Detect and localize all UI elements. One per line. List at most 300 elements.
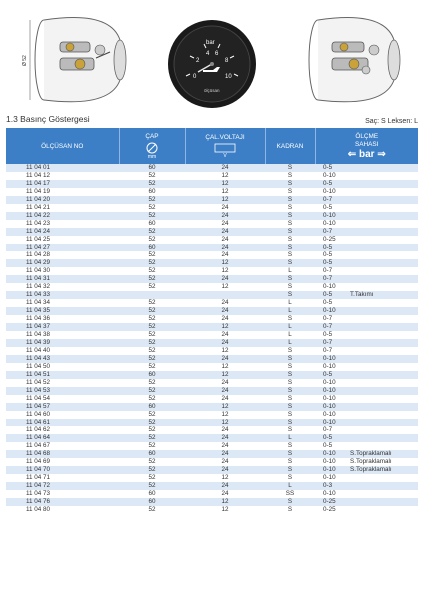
cell-note (348, 474, 418, 482)
cell-cap: 60 (119, 403, 185, 411)
cell-cap: 52 (119, 466, 185, 474)
cell-voltage: 24 (185, 355, 265, 363)
cell-range: 0-10 (315, 283, 348, 291)
cell-range: 0-7 (315, 275, 348, 283)
cell-voltage: 24 (185, 244, 265, 252)
cell-kadran: L (265, 323, 315, 331)
table-row (6, 275, 418, 283)
cell-range: 0-25 (315, 498, 348, 506)
table-row (6, 196, 418, 204)
cell-voltage: 24 (185, 395, 265, 403)
table-row (6, 498, 418, 506)
cell-range: 0-5 (315, 180, 348, 188)
table-row (6, 204, 418, 212)
cell-cap: 52 (119, 387, 185, 395)
cell-voltage: 12 (185, 411, 265, 419)
cell-olcusan-no: 11 04 35 (6, 307, 119, 315)
cell-olcusan-no: 11 04 29 (6, 259, 119, 267)
cell-kadran: S (265, 291, 315, 299)
cell-note (348, 442, 418, 450)
table-row (6, 347, 418, 355)
cell-range: 0-25 (315, 236, 348, 244)
cell-range: 0-10 (315, 458, 348, 466)
cell-range: 0-10 (315, 466, 348, 474)
cell-range: 0-5 (315, 299, 348, 307)
cell-cap: 52 (119, 275, 185, 283)
cell-range: 0-7 (315, 267, 348, 275)
table-row (6, 363, 418, 371)
cell-voltage: 12 (185, 474, 265, 482)
cell-range: 0-10 (315, 403, 348, 411)
cell-olcusan-no: 11 04 61 (6, 419, 119, 427)
cell-cap: 52 (119, 482, 185, 490)
cell-voltage: 12 (185, 403, 265, 411)
cell-voltage: 24 (185, 387, 265, 395)
cell-kadran: S (265, 196, 315, 204)
cell-olcusan-no: 11 04 64 (6, 434, 119, 442)
cell-note (348, 196, 418, 204)
cell-kadran: S (265, 474, 315, 482)
cell-kadran: S (265, 387, 315, 395)
cell-voltage: 12 (185, 498, 265, 506)
cell-kadran: S (265, 403, 315, 411)
gauge-brand-label: ölçüsan (204, 88, 220, 93)
cell-range: 0-7 (315, 228, 348, 236)
cell-olcusan-no: 11 04 27 (6, 244, 119, 252)
cell-note (348, 315, 418, 323)
table-row (6, 411, 418, 419)
cell-range: 0-10 (315, 220, 348, 228)
gauge-scale-4: 4 (206, 51, 210, 57)
cell-range: 0-5 (315, 204, 348, 212)
gauge-unit-label: bar (206, 40, 215, 46)
header-voltage: ÇAL.VOLTAJI V (185, 128, 265, 164)
cell-voltage: 24 (185, 482, 265, 490)
cell-note (348, 411, 418, 419)
cell-voltage: 12 (185, 259, 265, 267)
cell-voltage: 24 (185, 442, 265, 450)
cell-note (348, 395, 418, 403)
cell-note: S.Topraklamalı (348, 466, 418, 474)
table-row (6, 474, 418, 482)
table-row (6, 426, 418, 434)
cell-note (348, 244, 418, 252)
table-row (6, 482, 418, 490)
cell-olcusan-no: 11 04 60 (6, 411, 119, 419)
cell-note (348, 275, 418, 283)
cell-cap: 52 (119, 442, 185, 450)
diameter-icon (146, 142, 158, 154)
cell-olcusan-no: 11 04 22 (6, 212, 119, 220)
cell-kadran: L (265, 331, 315, 339)
cell-olcusan-no: 11 04 70 (6, 466, 119, 474)
cell-cap: 52 (119, 419, 185, 427)
cell-cap: 52 (119, 212, 185, 220)
cell-note (348, 419, 418, 427)
dial-material-legend: Saç: S Leksen: L (365, 118, 418, 125)
cell-cap: 52 (119, 347, 185, 355)
cell-kadran: S (265, 411, 315, 419)
cell-note (348, 180, 418, 188)
cell-cap: 52 (119, 283, 185, 291)
cell-range: 0-5 (315, 331, 348, 339)
cell-voltage: 12 (185, 371, 265, 379)
cell-olcusan-no: 11 04 71 (6, 474, 119, 482)
battery-icon (214, 143, 236, 153)
cell-range: 0-10 (315, 490, 348, 498)
cell-kadran: S (265, 466, 315, 474)
cell-olcusan-no: 11 04 20 (6, 196, 119, 204)
table-row (6, 331, 418, 339)
cell-olcusan-no: 11 04 01 (6, 164, 119, 172)
cell-olcusan-no: 11 04 28 (6, 251, 119, 259)
cell-cap: 52 (119, 331, 185, 339)
cell-kadran: S (265, 450, 315, 458)
cell-voltage: 12 (185, 323, 265, 331)
cell-note (348, 172, 418, 180)
cell-kadran: S (265, 355, 315, 363)
cell-note: S.Topraklamalı (348, 450, 418, 458)
cell-olcusan-no: 11 04 69 (6, 458, 119, 466)
cell-range: 0-5 (315, 251, 348, 259)
cell-kadran: S (265, 283, 315, 291)
cell-range: 0-10 (315, 172, 348, 180)
cell-olcusan-no: 11 04 51 (6, 371, 119, 379)
cell-cap: 52 (119, 299, 185, 307)
table-row (6, 355, 418, 363)
cell-note (348, 498, 418, 506)
cell-range: 0-5 (315, 291, 348, 299)
table-row (6, 291, 418, 299)
cell-kadran: S (265, 188, 315, 196)
cell-kadran: S (265, 347, 315, 355)
cell-range: 0-10 (315, 355, 348, 363)
cell-voltage: 24 (185, 251, 265, 259)
cell-note (348, 371, 418, 379)
table-row (6, 419, 418, 427)
cell-cap: 52 (119, 204, 185, 212)
cell-range: 0-10 (315, 363, 348, 371)
cell-range: 0-5 (315, 434, 348, 442)
cell-voltage: 12 (185, 267, 265, 275)
cell-note (348, 355, 418, 363)
cell-note (348, 267, 418, 275)
table-row (6, 220, 418, 228)
cell-note (348, 363, 418, 371)
cell-voltage: 24 (185, 307, 265, 315)
cell-note (348, 283, 418, 291)
cell-voltage: 24 (185, 379, 265, 387)
cell-voltage: 12 (185, 196, 265, 204)
cell-note (348, 251, 418, 259)
cell-olcusan-no: 11 04 24 (6, 228, 119, 236)
section-title: 1.3 Basınç Göstergesi (6, 114, 90, 124)
cell-voltage: 24 (185, 458, 265, 466)
cell-cap: 52 (119, 506, 185, 514)
cell-note (348, 228, 418, 236)
cell-kadran: S (265, 458, 315, 466)
cell-cap: 52 (119, 323, 185, 331)
cell-range: 0-7 (315, 315, 348, 323)
table-row (6, 450, 418, 458)
cell-voltage: 24 (185, 426, 265, 434)
cell-olcusan-no: 11 04 34 (6, 299, 119, 307)
cell-range: 0-7 (315, 339, 348, 347)
cell-olcusan-no: 11 04 17 (6, 180, 119, 188)
gauge-scale-8: 8 (225, 58, 229, 64)
cell-note (348, 188, 418, 196)
cell-olcusan-no: 11 04 57 (6, 403, 119, 411)
cell-kadran: S (265, 228, 315, 236)
cell-range: 0-10 (315, 411, 348, 419)
cell-kadran: S (265, 251, 315, 259)
table-row (6, 172, 418, 180)
cell-voltage: 24 (185, 331, 265, 339)
table-row (6, 339, 418, 347)
cell-note (348, 434, 418, 442)
cell-olcusan-no: 11 04 73 (6, 490, 119, 498)
cell-voltage: 24 (185, 299, 265, 307)
cell-note (348, 339, 418, 347)
cell-voltage: 12 (185, 172, 265, 180)
cell-voltage: 24 (185, 275, 265, 283)
arrow-right-icon: ⇒ (377, 148, 386, 160)
table-row (6, 434, 418, 442)
cell-range: 0-7 (315, 426, 348, 434)
cell-range: 0-10 (315, 188, 348, 196)
cell-cap: 60 (119, 498, 185, 506)
cell-cap: 52 (119, 180, 185, 188)
cell-kadran: S (265, 395, 315, 403)
table-row (6, 244, 418, 252)
table-row (6, 315, 418, 323)
cell-cap: 52 (119, 236, 185, 244)
cell-olcusan-no: 11 04 43 (6, 355, 119, 363)
cell-range: 0-10 (315, 212, 348, 220)
table-row (6, 442, 418, 450)
cell-kadran: L (265, 267, 315, 275)
table-row (6, 387, 418, 395)
gauge-scale-10: 10 (225, 74, 232, 80)
cell-olcusan-no: 11 04 68 (6, 450, 119, 458)
cell-kadran: S (265, 315, 315, 323)
cell-range: 0-10 (315, 395, 348, 403)
cell-kadran: S (265, 244, 315, 252)
cell-cap: 60 (119, 244, 185, 252)
table-row (6, 228, 418, 236)
cell-voltage: 24 (185, 434, 265, 442)
cell-olcusan-no: 11 04 76 (6, 498, 119, 506)
cell-cap: 52 (119, 411, 185, 419)
cell-kadran: S (265, 379, 315, 387)
cell-range: 0-10 (315, 379, 348, 387)
cell-cap: 52 (119, 395, 185, 403)
cell-olcusan-no: 11 04 72 (6, 482, 119, 490)
cell-kadran: S (265, 419, 315, 427)
cell-range: 0-7 (315, 347, 348, 355)
cell-voltage: 24 (185, 450, 265, 458)
table-row (6, 506, 418, 514)
table-row (6, 379, 418, 387)
cell-olcusan-no: 11 04 12 (6, 172, 119, 180)
cell-olcusan-no: 11 04 50 (6, 363, 119, 371)
cell-range: 0-5 (315, 371, 348, 379)
table-row (6, 371, 418, 379)
cell-note (348, 299, 418, 307)
cell-kadran: L (265, 299, 315, 307)
table-row (6, 251, 418, 259)
cell-olcusan-no: 11 04 80 (6, 506, 119, 514)
cell-note (348, 323, 418, 331)
cell-cap: 60 (119, 450, 185, 458)
gauge-scale-2: 2 (196, 58, 200, 64)
cell-cap: 60 (119, 490, 185, 498)
cell-cap: 52 (119, 458, 185, 466)
cell-note (348, 506, 418, 514)
cell-kadran: L (265, 307, 315, 315)
header-measuring-range: ÖLÇME SAHASI ⇐ bar ⇒ (315, 128, 418, 164)
header-olcusan-no: ÖLÇÜSAN NO (6, 128, 119, 164)
product-illustrations (0, 0, 424, 112)
cell-cap: 52 (119, 315, 185, 323)
pressure-gauge-face (168, 20, 256, 108)
cell-kadran: S (265, 275, 315, 283)
cell-note (348, 379, 418, 387)
cell-voltage: 12 (185, 363, 265, 371)
cell-cap: 52 (119, 355, 185, 363)
table-header-row (6, 128, 418, 164)
cell-kadran: S (265, 220, 315, 228)
cell-olcusan-no: 11 04 39 (6, 339, 119, 347)
cell-range: 0-25 (315, 506, 348, 514)
cell-voltage: 24 (185, 204, 265, 212)
cell-note (348, 347, 418, 355)
cell-voltage: 24 (185, 490, 265, 498)
cell-olcusan-no: 11 04 38 (6, 331, 119, 339)
cell-range: 0-7 (315, 196, 348, 204)
cell-cap: 60 (119, 371, 185, 379)
cell-kadran: S (265, 426, 315, 434)
cell-cap: 52 (119, 307, 185, 315)
table-row (6, 403, 418, 411)
cell-kadran: S (265, 442, 315, 450)
cell-voltage: 12 (185, 180, 265, 188)
cell-olcusan-no: 11 04 62 (6, 426, 119, 434)
table-row (6, 180, 418, 188)
cell-kadran: S (265, 204, 315, 212)
cell-range: 0-5 (315, 244, 348, 252)
cell-kadran: S (265, 506, 315, 514)
table-row (6, 466, 418, 474)
cell-range: 0-10 (315, 450, 348, 458)
cell-olcusan-no: 11 04 25 (6, 236, 119, 244)
cell-kadran: L (265, 482, 315, 490)
gauge-scale-0: 0 (193, 74, 197, 80)
cell-olcusan-no: 11 04 23 (6, 220, 119, 228)
cell-kadran: S (265, 363, 315, 371)
cell-kadran: L (265, 434, 315, 442)
cell-note (348, 204, 418, 212)
cell-note: T.Takımı (348, 291, 418, 299)
cell-cap: 60 (119, 220, 185, 228)
cell-voltage: 24 (185, 315, 265, 323)
cell-voltage: 12 (185, 506, 265, 514)
header-cap: ÇAP mm (119, 128, 185, 164)
cell-cap: 52 (119, 426, 185, 434)
cell-cap (119, 291, 185, 299)
cell-kadran: SS (265, 490, 315, 498)
cell-olcusan-no: 11 04 36 (6, 315, 119, 323)
cell-range: 0-3 (315, 482, 348, 490)
cell-note (348, 212, 418, 220)
cell-voltage: 12 (185, 188, 265, 196)
cell-olcusan-no: 11 04 37 (6, 323, 119, 331)
table-row (6, 212, 418, 220)
cell-cap: 60 (119, 164, 185, 172)
cell-cap: 52 (119, 228, 185, 236)
cell-note (348, 426, 418, 434)
pressure-gauge-spec-table (6, 128, 418, 514)
gauge-side-view-right (309, 18, 400, 102)
cell-note (348, 482, 418, 490)
cell-voltage: 24 (185, 212, 265, 220)
cell-voltage (185, 291, 265, 299)
cell-voltage: 24 (185, 220, 265, 228)
cell-note (348, 490, 418, 498)
cell-range: 0-5 (315, 259, 348, 267)
table-row (6, 164, 418, 172)
spec-table-body (6, 164, 418, 514)
table-row (6, 283, 418, 291)
header-kadran: KADRAN (265, 128, 315, 164)
table-row (6, 307, 418, 315)
cell-voltage: 12 (185, 419, 265, 427)
cell-olcusan-no: 11 04 32 (6, 283, 119, 291)
cell-kadran: S (265, 371, 315, 379)
cell-note: S.Topraklamalı (348, 458, 418, 466)
cell-voltage: 24 (185, 164, 265, 172)
cell-olcusan-no: 11 04 40 (6, 347, 119, 355)
cell-cap: 52 (119, 339, 185, 347)
cell-kadran: S (265, 212, 315, 220)
cell-olcusan-no: 11 04 67 (6, 442, 119, 450)
table-row (6, 188, 418, 196)
cell-kadran: S (265, 164, 315, 172)
cell-cap: 52 (119, 474, 185, 482)
cell-olcusan-no: 11 04 19 (6, 188, 119, 196)
cell-voltage: 12 (185, 347, 265, 355)
cell-cap: 60 (119, 188, 185, 196)
cell-range: 0-5 (315, 442, 348, 450)
cell-cap: 52 (119, 267, 185, 275)
cell-voltage: 12 (185, 283, 265, 291)
cell-cap: 52 (119, 434, 185, 442)
cell-range: 0-5 (315, 164, 348, 172)
cell-kadran: S (265, 236, 315, 244)
cell-kadran: S (265, 498, 315, 506)
cell-note (348, 331, 418, 339)
cell-cap: 52 (119, 379, 185, 387)
cell-kadran: S (265, 180, 315, 188)
cell-note (348, 164, 418, 172)
cell-kadran: S (265, 172, 315, 180)
cell-range: 0-10 (315, 387, 348, 395)
cell-olcusan-no: 11 04 54 (6, 395, 119, 403)
table-row (6, 299, 418, 307)
cell-olcusan-no: 11 04 21 (6, 204, 119, 212)
cell-kadran: L (265, 339, 315, 347)
cell-olcusan-no: 11 04 52 (6, 379, 119, 387)
